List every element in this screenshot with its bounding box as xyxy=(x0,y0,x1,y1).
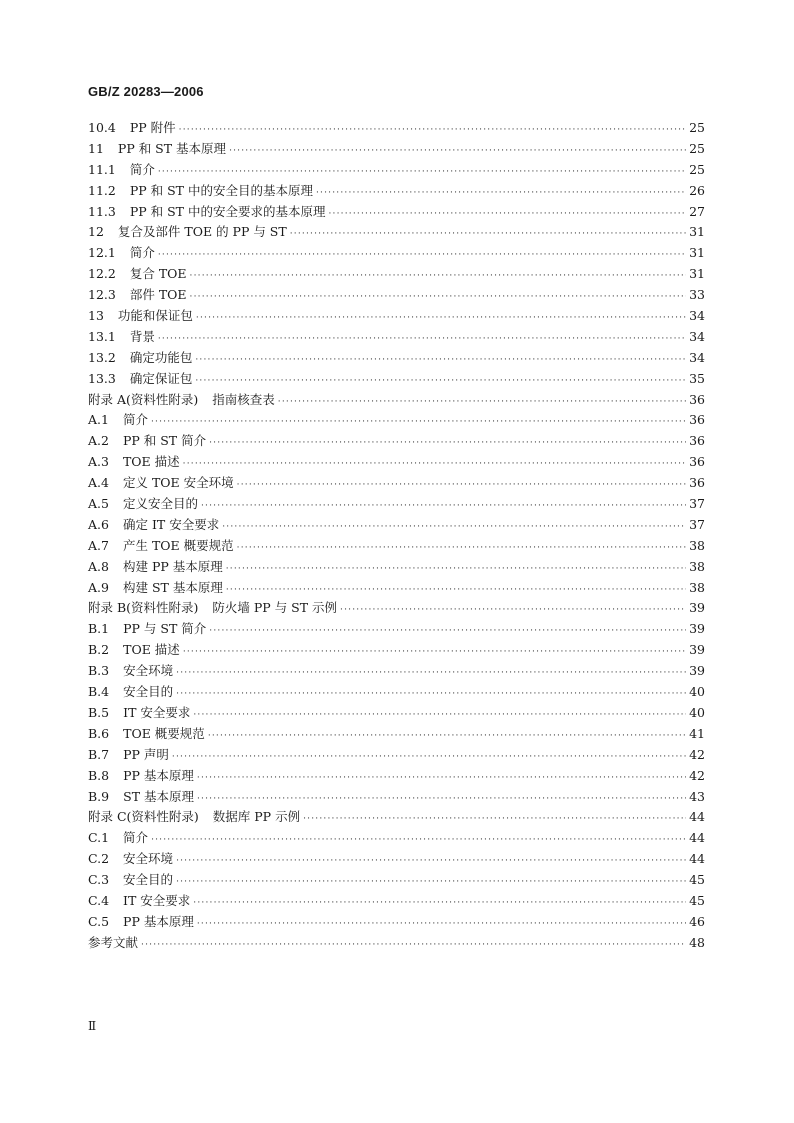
toc-dot-leader xyxy=(316,183,686,204)
toc-entry[interactable] xyxy=(88,222,705,243)
toc-entry-title: TOE 描述 xyxy=(122,454,180,470)
toc-entry-page: 33 xyxy=(689,287,705,303)
toc-entry-page: 42 xyxy=(689,767,705,783)
toc-dot-leader xyxy=(190,287,686,308)
toc-dot-leader xyxy=(290,224,686,245)
toc-entry-number: 11 xyxy=(88,140,104,156)
toc-entry-title: 确定 IT 安全要求 xyxy=(122,516,220,532)
toc-entry[interactable] xyxy=(88,891,705,912)
toc-dot-leader xyxy=(193,893,686,914)
toc-entry-page: 34 xyxy=(689,349,705,365)
toc-entry[interactable] xyxy=(88,160,705,181)
toc-entry[interactable] xyxy=(88,703,705,724)
toc-entry-page: 39 xyxy=(689,642,705,658)
toc-entry[interactable] xyxy=(88,598,705,619)
toc-entry-number: 附录 B(资料性附录) xyxy=(88,600,199,616)
toc-entry-page: 38 xyxy=(689,558,705,574)
toc-dot-leader xyxy=(183,642,686,663)
toc-entry-number: C.4 xyxy=(88,892,110,908)
toc-entry-page: 38 xyxy=(689,537,705,553)
toc-entry-page: 42 xyxy=(689,746,705,762)
toc-entry-number: B.6 xyxy=(88,725,110,741)
toc-entry-title: 参考文献 xyxy=(88,934,139,950)
toc-dot-leader xyxy=(176,663,686,684)
toc-entry-title: 确定功能包 xyxy=(129,349,193,365)
toc-dot-leader xyxy=(195,371,686,392)
toc-entry-page: 37 xyxy=(689,496,705,512)
toc-entry-page: 31 xyxy=(689,266,705,282)
toc-entry-number: 12.2 xyxy=(88,266,116,282)
toc-entry-page: 26 xyxy=(689,182,705,198)
toc-entry-title: TOE 描述 xyxy=(123,642,180,658)
toc-entry-page: 25 xyxy=(689,140,705,156)
toc-entry[interactable] xyxy=(88,682,705,703)
toc-dot-leader xyxy=(158,162,686,183)
toc-entry-title: PP 基本原理 xyxy=(123,767,194,783)
toc-entry-number: C.3 xyxy=(88,872,110,888)
toc-entry-number: B.9 xyxy=(88,788,110,804)
toc-entry-number: 10.4 xyxy=(88,120,116,135)
toc-entry-page: 45 xyxy=(689,892,705,908)
toc-entry-number: A.9 xyxy=(88,579,109,595)
toc-entry[interactable] xyxy=(88,828,705,849)
toc-entry-number: C.5 xyxy=(88,913,110,929)
toc-entry-page: 40 xyxy=(689,684,705,700)
toc-entry-number: B.2 xyxy=(88,642,110,658)
toc-entry[interactable] xyxy=(88,285,705,306)
toc-entry-title: PP 和 ST 中的安全目的基本原理 xyxy=(129,182,313,198)
toc-entry-title: 简介 xyxy=(129,245,155,261)
toc-entry-number: 12.1 xyxy=(88,245,116,261)
toc-entry-title: 功能和保证包 xyxy=(117,308,193,324)
toc-entry-number: B.5 xyxy=(88,704,110,720)
toc-entry-number: C.1 xyxy=(88,830,110,846)
toc-entry-number: C.2 xyxy=(88,851,110,867)
toc-entry-page: 39 xyxy=(689,600,705,616)
toc-dot-leader xyxy=(176,851,686,872)
toc-entry-title: PP 基本原理 xyxy=(123,913,194,929)
toc-dot-leader xyxy=(329,204,687,225)
toc-entry[interactable] xyxy=(88,139,705,160)
toc-entry[interactable] xyxy=(88,431,705,452)
toc-entry-number: 13.2 xyxy=(88,349,116,365)
toc-entry[interactable] xyxy=(88,536,705,557)
toc-dot-leader xyxy=(237,475,686,496)
toc-entry-page: 35 xyxy=(689,370,705,386)
toc-entry-title: TOE 概要规范 xyxy=(123,725,205,741)
toc-entry[interactable] xyxy=(88,724,705,745)
toc-entry-title: 简介 xyxy=(123,830,149,846)
toc-entry-number: B.1 xyxy=(88,621,110,637)
toc-dot-leader xyxy=(237,538,686,559)
toc-entry[interactable] xyxy=(88,473,705,494)
toc-entry-title: PP 与 ST 简介 xyxy=(123,621,207,637)
toc-entry-title: ST 基本原理 xyxy=(123,788,194,804)
toc-entry[interactable] xyxy=(88,181,705,202)
toc-dot-leader xyxy=(195,350,686,371)
toc-entry-number: B.8 xyxy=(88,767,110,783)
toc-entry-page: 36 xyxy=(689,454,705,470)
toc-entry[interactable] xyxy=(88,787,705,808)
toc-entry-number: B.4 xyxy=(88,684,110,700)
toc-entry-title: 定义安全目的 xyxy=(122,496,198,512)
toc-dot-leader xyxy=(209,621,686,642)
toc-entry-number: A.1 xyxy=(88,412,109,428)
toc-entry-number: 11.3 xyxy=(88,203,116,219)
toc-entry-page: 39 xyxy=(689,621,705,637)
toc-entry[interactable] xyxy=(88,557,705,578)
toc-entry-title: PP 声明 xyxy=(123,746,169,762)
toc-entry-page: 31 xyxy=(689,224,705,240)
page-number: Ⅱ xyxy=(88,1019,97,1033)
toc-entry-number: 13.3 xyxy=(88,370,116,386)
toc-entry-page: 39 xyxy=(689,663,705,679)
toc-entry-page: 34 xyxy=(689,328,705,344)
toc-entry[interactable] xyxy=(88,766,705,787)
document-id-header: GB/Z 20283—2006 xyxy=(88,84,204,99)
toc-entry-title: PP 和 ST 基本原理 xyxy=(117,140,227,156)
toc-entry-number: 11.2 xyxy=(88,182,116,198)
toc-entry[interactable] xyxy=(88,933,705,954)
toc-entry[interactable] xyxy=(88,390,705,411)
toc-dot-leader xyxy=(190,266,686,287)
toc-dot-leader xyxy=(193,705,686,726)
toc-entry-title: 复合及部件 TOE 的 PP 与 ST xyxy=(117,224,287,240)
toc-entry-page: 34 xyxy=(689,308,705,324)
toc-entry[interactable] xyxy=(88,243,705,264)
toc-entry-page: 43 xyxy=(689,788,705,804)
toc-entry-page: 44 xyxy=(689,809,705,825)
toc-entry[interactable] xyxy=(88,870,705,891)
toc-dot-leader xyxy=(229,141,686,162)
toc-entry-number: A.3 xyxy=(88,454,109,470)
toc-entry[interactable] xyxy=(88,912,705,933)
toc-dot-leader xyxy=(172,747,686,768)
toc-entry-title: IT 安全要求 xyxy=(123,892,191,908)
toc-dot-leader xyxy=(151,412,686,433)
toc-dot-leader xyxy=(179,120,686,141)
toc-entry-number: 13.1 xyxy=(88,328,116,344)
toc-dot-leader xyxy=(208,726,686,747)
toc-dot-leader xyxy=(222,517,686,538)
toc-entry-number: 附录 A(资料性附录) xyxy=(88,391,199,407)
toc-entry[interactable] xyxy=(88,348,705,369)
toc-entry-title: 安全环境 xyxy=(123,663,174,679)
toc-entry-page: 45 xyxy=(689,872,705,888)
toc-dot-leader xyxy=(158,329,686,350)
toc-entry-page: 36 xyxy=(689,475,705,491)
toc-dot-leader xyxy=(226,580,686,601)
toc-entry[interactable] xyxy=(88,264,705,285)
toc-entry-title: 安全目的 xyxy=(123,684,174,700)
toc-entry-page: 48 xyxy=(689,934,705,950)
toc-entry[interactable] xyxy=(88,410,705,431)
toc-entry-title: 安全目的 xyxy=(123,872,174,888)
toc-entry-page: 25 xyxy=(689,161,705,177)
toc-entry-title: 产生 TOE 概要规范 xyxy=(122,537,234,553)
toc-entry-title: 简介 xyxy=(122,412,148,428)
toc-entry-number: 附录 C(资料性附录) xyxy=(88,809,199,825)
toc-entry-title: 复合 TOE xyxy=(129,266,187,282)
toc-entry-page: 44 xyxy=(689,830,705,846)
toc-dot-leader xyxy=(201,496,686,517)
toc-dot-leader xyxy=(303,809,686,830)
toc-entry-number: 12.3 xyxy=(88,287,116,303)
toc-entry-page: 36 xyxy=(689,412,705,428)
toc-entry-page: 38 xyxy=(689,579,705,595)
toc-dot-leader xyxy=(226,559,686,580)
toc-entry-title: 确定保证包 xyxy=(129,370,193,386)
toc-dot-leader xyxy=(209,433,686,454)
toc-entry-page: 27 xyxy=(689,203,705,219)
toc-entry-title: 防火墙 PP 与 ST 示例 xyxy=(212,600,338,616)
toc-entry-title: IT 安全要求 xyxy=(123,704,191,720)
toc-dot-leader xyxy=(176,872,686,893)
toc-entry[interactable] xyxy=(88,118,705,139)
toc-entry-title: 安全环境 xyxy=(123,851,174,867)
toc-entry-title: PP 和 ST 中的安全要求的基本原理 xyxy=(129,203,326,219)
toc-entry-number: A.8 xyxy=(88,558,109,574)
toc-entry-title: 部件 TOE xyxy=(129,287,187,303)
toc-dot-leader xyxy=(141,935,686,956)
toc-entry-page: 41 xyxy=(689,725,705,741)
toc-dot-leader xyxy=(196,308,686,329)
toc-entry[interactable] xyxy=(88,807,705,828)
toc-entry-title: 构建 ST 基本原理 xyxy=(122,579,223,595)
toc-entry-title: 数据库 PP 示例 xyxy=(212,809,301,825)
toc-dot-leader xyxy=(176,684,686,705)
toc-entry[interactable] xyxy=(88,306,705,327)
toc-entry-title: 简介 xyxy=(129,161,155,177)
toc-dot-leader xyxy=(197,768,686,789)
toc-entry[interactable] xyxy=(88,745,705,766)
toc-entry-page: 36 xyxy=(689,391,705,407)
toc-entry-title: 构建 PP 基本原理 xyxy=(122,558,223,574)
toc-entry-number: A.7 xyxy=(88,537,109,553)
toc-entry-page: 46 xyxy=(689,913,705,929)
toc-entry-title: 指南核查表 xyxy=(212,391,275,407)
table-of-contents xyxy=(88,118,705,954)
toc-entry-page: 40 xyxy=(689,704,705,720)
toc-entry-title: PP 附件 xyxy=(129,120,176,135)
toc-entry-number: 13 xyxy=(88,308,104,324)
toc-dot-leader xyxy=(340,600,686,621)
toc-dot-leader xyxy=(183,454,686,475)
toc-dot-leader xyxy=(158,245,686,266)
toc-entry[interactable] xyxy=(88,494,705,515)
toc-entry-number: B.7 xyxy=(88,746,110,762)
toc-entry[interactable] xyxy=(88,515,705,536)
toc-entry[interactable] xyxy=(88,369,705,390)
toc-entry[interactable] xyxy=(88,661,705,682)
toc-dot-leader xyxy=(151,830,686,851)
toc-entry-title: PP 和 ST 简介 xyxy=(122,433,207,449)
toc-dot-leader xyxy=(197,789,686,810)
toc-entry-number: A.5 xyxy=(88,496,109,512)
toc-entry-number: A.6 xyxy=(88,516,109,532)
toc-entry-page: 37 xyxy=(689,516,705,532)
toc-entry[interactable] xyxy=(88,619,705,640)
toc-entry-page: 44 xyxy=(689,851,705,867)
toc-entry[interactable] xyxy=(88,849,705,870)
toc-entry-title: 背景 xyxy=(129,328,155,344)
toc-dot-leader xyxy=(197,914,686,935)
toc-entry[interactable] xyxy=(88,327,705,348)
toc-entry[interactable] xyxy=(88,578,705,599)
toc-entry-title: 定义 TOE 安全环境 xyxy=(122,475,234,491)
toc-entry[interactable] xyxy=(88,452,705,473)
toc-entry-number: 11.1 xyxy=(88,161,116,177)
toc-entry[interactable] xyxy=(88,202,705,223)
toc-entry-number: A.4 xyxy=(88,475,109,491)
toc-entry-page: 25 xyxy=(689,120,705,135)
toc-entry-number: B.3 xyxy=(88,663,110,679)
toc-entry-number: 12 xyxy=(88,224,104,240)
toc-entry-page: 31 xyxy=(689,245,705,261)
toc-entry[interactable] xyxy=(88,640,705,661)
toc-dot-leader xyxy=(278,392,686,413)
toc-entry-number: A.2 xyxy=(88,433,109,449)
toc-entry-page: 36 xyxy=(689,433,705,449)
